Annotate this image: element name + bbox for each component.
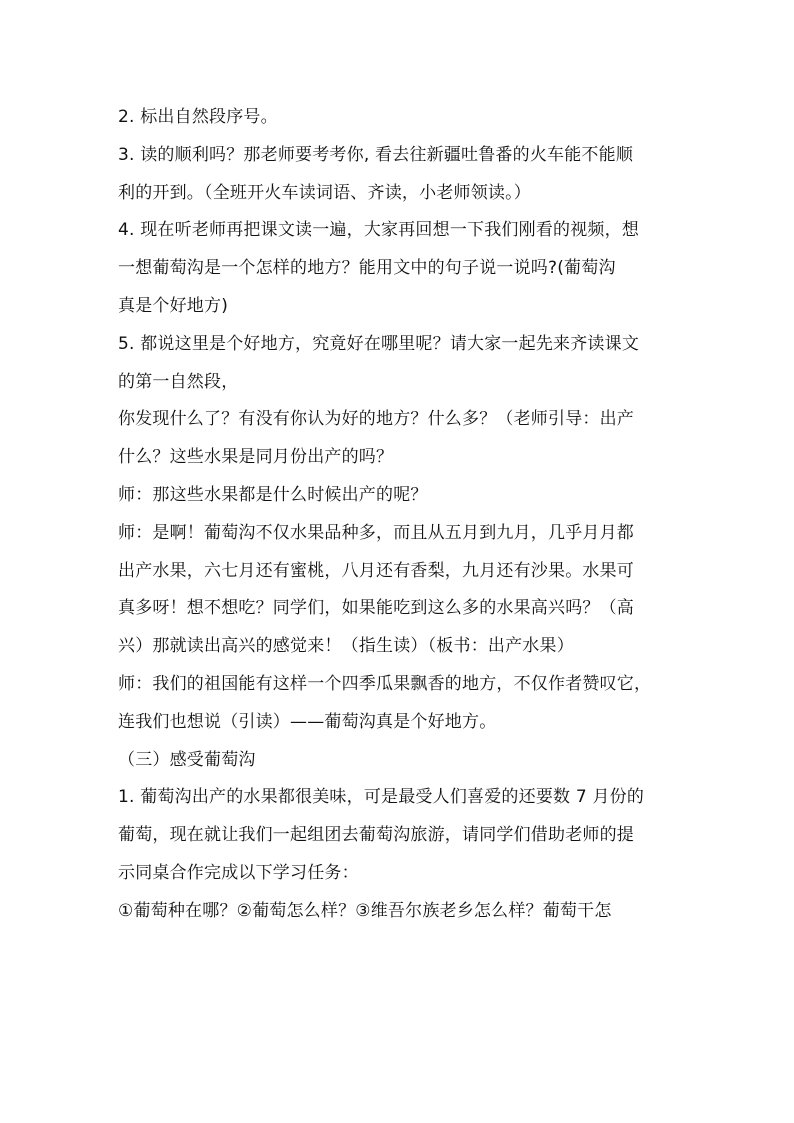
text-line: 的第一自然段， xyxy=(118,371,239,392)
text-line: 真多呀！想不想吃？同学们，如果能吃到这么多的水果高兴吗？（高 xyxy=(118,598,634,619)
text-line: 师：那这些水果都是什么时候出产的呢？ xyxy=(118,484,428,505)
text-line: 师：是啊！葡萄沟不仅水果品种多，而且从五月到九月，几乎月月都 xyxy=(118,522,634,543)
text-line: 2. 标出自然段序号。 xyxy=(118,107,278,127)
text-line: 葡萄，现在就让我们一起组团去葡萄沟旅游，请同学们借助老师的提 xyxy=(118,825,634,846)
text-line: 示同桌合作完成以下学习任务： xyxy=(118,862,359,883)
text-line: 3. 读的顺利吗？那老师要考考你, 看去往新疆吐鲁番的火车能不能顺 xyxy=(118,144,634,165)
text-line: 4. 现在听老师再把课文读一遍，大家再回想一下我们刚看的视频，想 xyxy=(118,220,640,241)
text-line: 利的开到。（全班开火车读词语、齐读，小老师领读。） xyxy=(118,182,531,203)
text-line: 5. 都说这里是个好地方，究竟好在哪里呢？请大家一起先来齐读课文 xyxy=(118,333,640,354)
text-line: 出产水果，六七月还有蜜桃，八月还有香梨，九月还有沙果。水果可 xyxy=(118,560,634,581)
text-line: 你发现什么了？有没有你认为好的地方？什么多？（老师引导：出产 xyxy=(118,409,634,430)
text-line: 1. 葡萄沟出产的水果都很美味，可是最受人们喜爱的还要数 7 月份的 xyxy=(118,787,645,808)
text-line: 连我们也想说（引读）——葡萄沟真是个好地方。 xyxy=(118,711,497,732)
document-body xyxy=(118,99,680,931)
text-line: ①葡萄种在哪？②葡萄怎么样？③维吾尔族老乡怎么样？葡萄干怎 xyxy=(118,900,612,921)
text-line: 真是个好地方) xyxy=(118,295,229,316)
text-line: 什么？这些水果是同月份出产的吗？ xyxy=(118,447,394,468)
text-line: 师：我们的祖国能有这样一个四季瓜果飘香的地方，不仅作者赞叹它， xyxy=(118,673,652,694)
section-heading: （三）感受葡萄沟 xyxy=(118,749,256,770)
text-line: 一想葡萄沟是一个怎样的地方？能用文中的句子说一说吗?(葡萄沟 xyxy=(118,258,616,279)
text-line: 兴）那就读出高兴的感觉来！（指生读）（板书：出产水果） xyxy=(118,636,574,657)
